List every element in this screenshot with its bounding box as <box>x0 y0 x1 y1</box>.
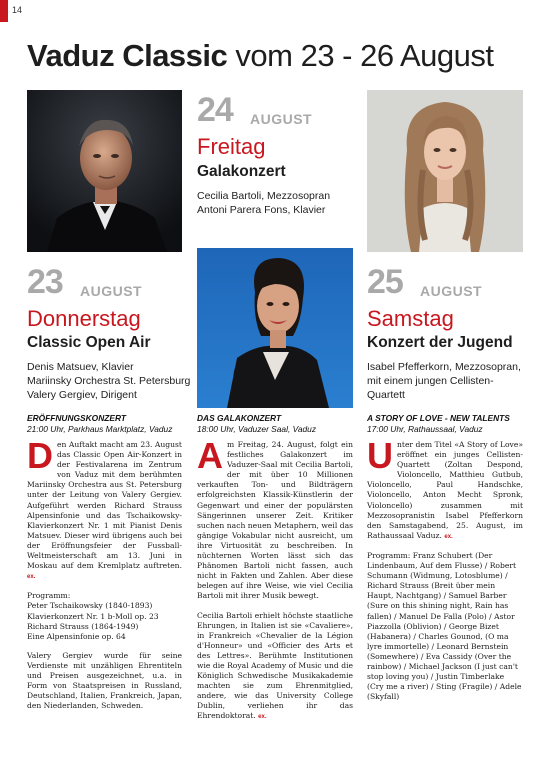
conductor-image <box>27 90 182 252</box>
article-text-2: Valery Gergiev wurde für seine Verdienste mit unzähligen Ehrentiteln und Preisen ausgezeichnet, u.a. in Form von Staatspreisen in Russland, Deutschland, Italien, Frankreich, Japan, den Niederlanden, Schweden. <box>27 650 182 711</box>
dropcap: A <box>197 435 223 476</box>
event-3-name: Konzert der Jugend <box>367 334 513 351</box>
page-accent-bar <box>0 0 8 22</box>
article-lead <box>367 435 523 542</box>
event-2-month: AUGUST <box>250 111 313 127</box>
event-1-article <box>27 435 182 711</box>
program-line: Programm: <box>27 591 71 601</box>
article-text: nter dem Titel «A Story of Love» eröffnet ein junges Cellisten-Quartett (Zoltan Despond, Violoncello, Matthieu Gutbub, Violoncello, Paul Handschke, Violoncello, Anton Mecht Spronk, Violoncello) zusammen mit Mezzosopranistin Isabel Pfefferkorn den Samstagabend, 25. August, im Rathaussaal Vaduz. <box>367 440 523 540</box>
title-light: vom 23 - 26 August <box>235 38 494 73</box>
young-singer-photo <box>367 90 523 252</box>
young-singer-image <box>367 90 523 252</box>
event-2-weekday: Freitag <box>197 134 266 159</box>
performer: Mariinsky Orchestra St. Petersburg <box>27 375 191 387</box>
page-number: 14 <box>12 5 23 15</box>
title-bold: Vaduz Classic <box>27 38 228 73</box>
article-text-2: Cecilia Bartoli erhielt höchste staatliche Ehrungen, in Italien ist sie «Cavaliere», in Frankreich «Chevalier de la Légion d'Honneur» und «Officier des Arts et des Lettres». Berühmte Institutionen wie die Royal Academy of Music und die Königlich Schwedische Musikakademie machten sie zum Ehrenmitglied, andere, wie das University College Dublin, verliehen ihr das Ehrendoktorat. <box>197 610 353 721</box>
event-2-article <box>197 435 353 723</box>
end-mark: ex. <box>258 714 267 721</box>
performer: Quartett <box>367 389 405 401</box>
event-3-article <box>367 435 523 702</box>
end-mark: ex. <box>444 533 453 540</box>
event-2-caption <box>197 413 357 435</box>
dropcap: D <box>27 435 53 476</box>
event-2-day: 24 <box>197 91 233 129</box>
event-1-day: 23 <box>27 263 63 301</box>
page-number-bar <box>0 0 550 22</box>
mezzosoprano-photo <box>197 248 353 408</box>
article-text-2-wrap <box>197 611 353 723</box>
event-3-weekday: Samstag <box>367 306 454 331</box>
program-list: Programm: Franz Schubert (Der Lindenbaum, Auf dem Flusse) / Robert Schumann (Widmung, Lotosblume) / Richard Strauss (Breit über mein Haupt, Nachtgang) / Samuel Barber (Sure on this shining night, Rain has fallen) / Manuel De Falla (Polo) / Astor Piazzolla (Oblivion) / George Bizet (Habanera) / Charles Gounod, (O ma lyre immortelle) / Leonard Bernstein (Somewhere) / Eva Cassidy (Over the rainbow) / Michael Jackson (I just can't stop loving you) / Justin Timberlake (Cry me a river) / Sting (Fragile) / Adele (Skyfall) <box>367 550 522 702</box>
mezzosoprano-image <box>197 248 353 408</box>
caption-heading: DAS GALAKONZERT <box>197 413 282 423</box>
performer: Denis Matsuev, Klavier <box>27 361 134 373</box>
event-3-caption <box>367 413 527 435</box>
program-line: Richard Strauss (1864-1949) <box>27 621 139 631</box>
article-lead <box>27 435 182 582</box>
conductor-photo <box>27 90 182 252</box>
program-line: Eine Alpensinfonie op. 64 <box>27 631 126 641</box>
end-mark: ex. <box>27 574 36 581</box>
event-1-weekday: Donnerstag <box>27 306 141 331</box>
event-3-month: AUGUST <box>420 283 483 299</box>
event-1-name: Classic Open Air <box>27 334 151 351</box>
article-text: m Freitag, 24. August, folgt ein festliches Galakonzert im Vaduzer-Saal mit Cecilia Bartoli, der mit über 10 Millionen verkauften Ton- und Bildträgern erfolgreichsten Klassik-Künstlerin der Gegenwart und einer der populärsten Sängerinnen unserer Zeit. Kritiker suchen nach neuen Metaphern, weil das gängige Vokabular nicht ausreicht, um ihre Virtuosität zu beschreiben. In nüchternen Worten lässt sich das Phänomen Bartoli nicht fassen, auch nicht in Fakten und Zahlen. Aber diese belegen auf ihre Weise, wie viel Cecilia Bartoli mit ihrer Musik bewegt. <box>197 440 353 601</box>
caption-details: 21:00 Uhr, Parkhaus Marktplatz, Vaduz <box>27 424 173 434</box>
article-lead <box>197 435 353 602</box>
event-2-performers <box>197 189 330 217</box>
caption-details: 17:00 Uhr, Rathaussaal, Vaduz <box>367 424 483 434</box>
performer: Antoni Parera Fons, Klavier <box>197 204 326 216</box>
caption-details: 18:00 Uhr, Vaduzer Saal, Vaduz <box>197 424 317 434</box>
performer: Cecilia Bartoli, Mezzosopran <box>197 190 331 202</box>
event-1-caption <box>27 413 187 435</box>
program-list <box>27 591 182 641</box>
program-line: Peter Tschaikowsky (1840-1893) <box>27 601 153 611</box>
caption-heading: A STORY OF LOVE - NEW TALENTS <box>367 413 510 423</box>
program-line: Klavierkonzert Nr. 1 b-Moll op. 23 <box>27 611 159 621</box>
event-1-performers <box>27 360 190 402</box>
caption-heading: ERÖFFNUNGSKONZERT <box>27 413 126 423</box>
event-3-day: 25 <box>367 263 403 301</box>
performer: mit einem jungen Cellisten- <box>367 375 494 387</box>
page-title <box>27 38 494 74</box>
dropcap: U <box>367 435 393 476</box>
event-3-performers <box>367 360 521 402</box>
article-text: en Auftakt macht am 23. August das Classic Open Air-Konzert in der Festivalarena im Zentrum von Vaduz mit dem berühmten Mariinsky Orchestra aus St. Petersburg unter der Leitung von Valery Gergiev. Aufgeführt werden Richard Strauss Alpensinfonie und das Tschaikowsky-Klavierkonzert Nr. 1 mit Pianist Denis Matsuev. Dieser wird übrigens auch bei der Eröffnungsfeier der Fussball-Weltmeisterschaft am 13. Juni in Moskau auf dem Kremlplatz auftreten. <box>27 440 182 571</box>
event-1-month: AUGUST <box>80 283 143 299</box>
event-2-name: Galakonzert <box>197 163 286 180</box>
performer: Valery Gergiev, Dirigent <box>27 389 137 401</box>
performer: Isabel Pfefferkorn, Mezzosopran, <box>367 361 521 373</box>
